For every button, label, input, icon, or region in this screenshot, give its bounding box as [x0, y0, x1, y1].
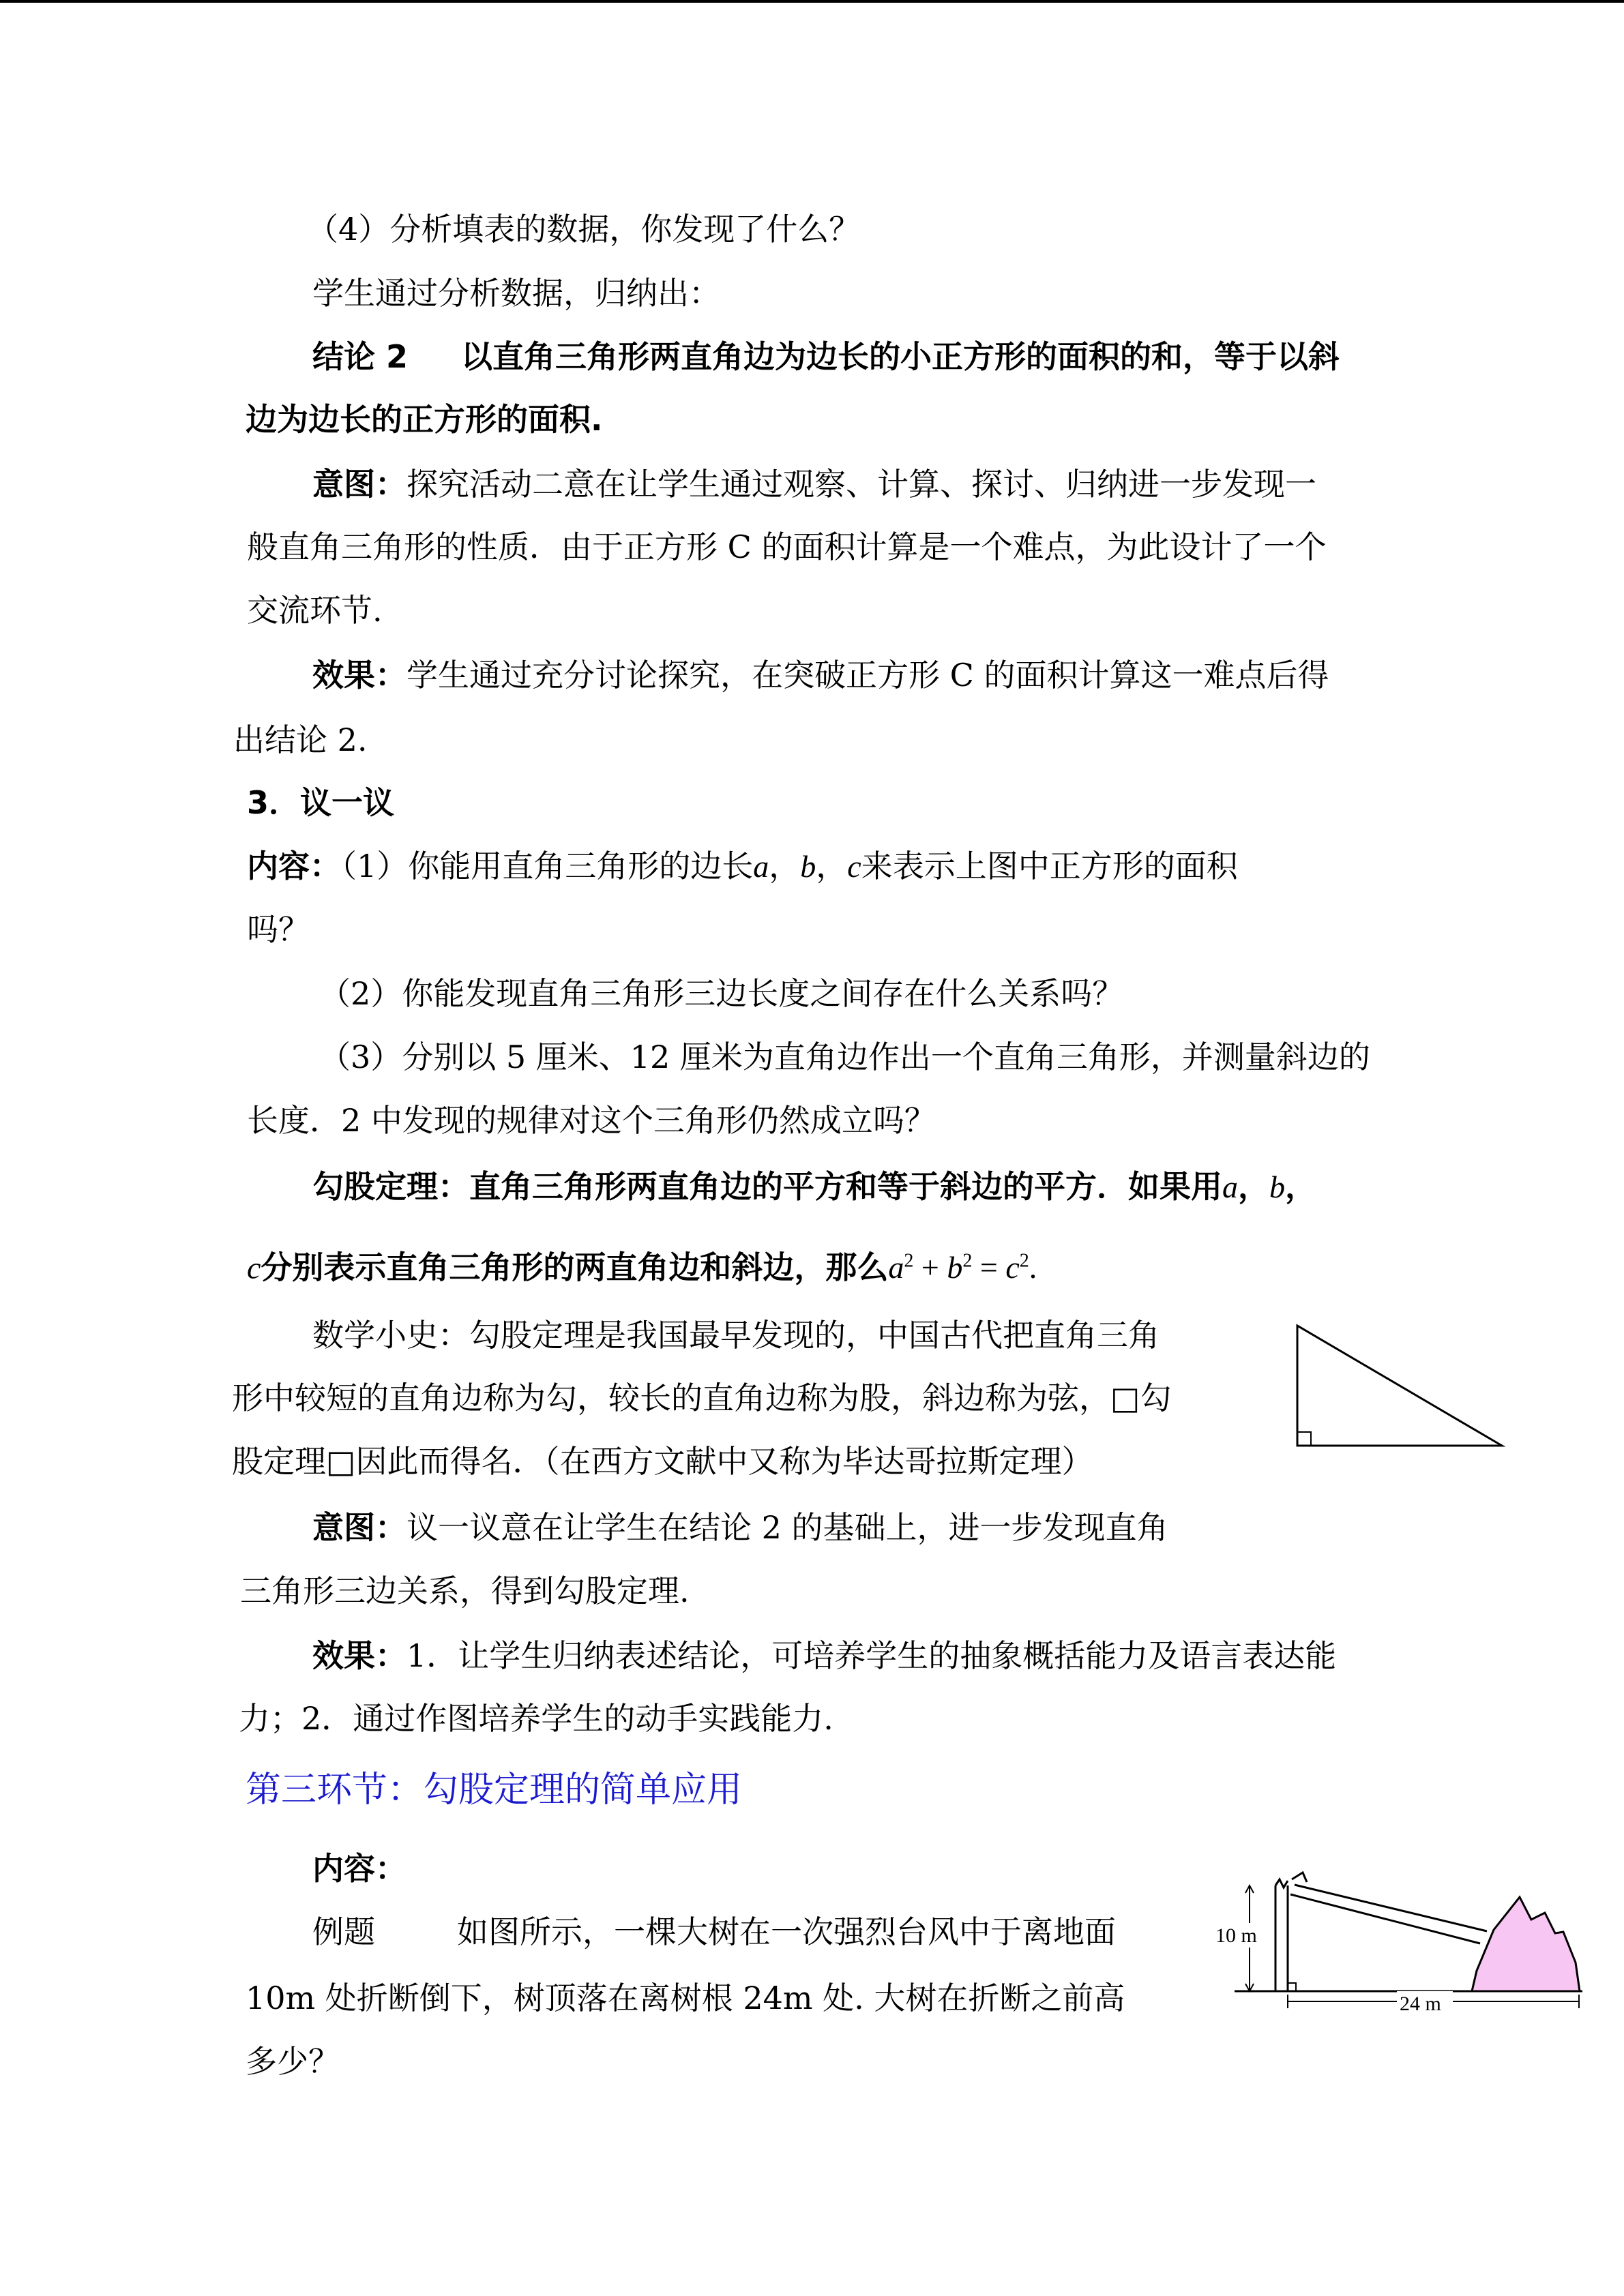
- intent-1-line-2: 般直角三角形的性质．由于正方形 C 的面积计算是一个难点，为此设计了一个: [247, 528, 1327, 565]
- example-text: 如图所示，一棵大树在一次强烈台风中于离地面: [457, 1913, 1116, 1950]
- f-exp: 2: [962, 1251, 973, 1272]
- intent-1-label: 意图：: [312, 466, 407, 503]
- sep: ，: [1238, 1168, 1269, 1205]
- fallen-top-edge: [1295, 1885, 1487, 1931]
- var-c: c: [847, 849, 861, 884]
- content-question-1: [247, 846, 1238, 887]
- f-b: b: [947, 1250, 963, 1285]
- section-3-heading: 3．议一议: [247, 784, 395, 821]
- theorem-line-1: [312, 1166, 1316, 1208]
- intent-1: [312, 464, 1316, 505]
- f-plus: +: [913, 1250, 947, 1285]
- var-a: a: [1222, 1169, 1238, 1204]
- effect-1: [312, 655, 1329, 696]
- var-b: b: [1269, 1169, 1285, 1204]
- question-4: （4）分析填表的数据，你发现了什么？: [307, 211, 861, 248]
- conclusion-2-continued: 边为边长的正方形的面积.: [246, 401, 603, 438]
- var-b: b: [800, 849, 816, 884]
- students-summarize: 学生通过分析数据，归纳出：: [312, 275, 720, 312]
- question-3-line-2: 长度．2 中发现的规律对这个三角形仍然成立吗？: [247, 1102, 936, 1139]
- intent-2-text: 议一议意在让学生在结论 2 的基础上，进一步发现直角: [407, 1509, 1168, 1546]
- f-eq: =: [972, 1250, 1006, 1285]
- height-label: 10 m: [1215, 1924, 1257, 1947]
- fallen-bottom-edge: [1290, 1894, 1480, 1943]
- pythagorean-formula: [888, 1250, 1037, 1285]
- effect-1-line-2: 出结论 2.: [233, 721, 368, 758]
- history-line-3: 股定理□因此而得名．（在西方文献中又称为毕达哥拉斯定理）: [232, 1443, 1093, 1480]
- effect-1-label: 效果：: [312, 657, 407, 694]
- var-c: c: [247, 1250, 261, 1285]
- tree-crown: [1472, 1897, 1580, 1991]
- effect-1-text: 学生通过充分讨论探究，在突破正方形 C 的面积计算这一难点后得: [407, 657, 1329, 694]
- intent-1-line-3: 交流环节.: [247, 592, 383, 629]
- q1-text-b: 来表示上图中正方形的面积: [861, 848, 1238, 884]
- break-splinter: [1292, 1873, 1307, 1882]
- intent-2-label: 意图：: [312, 1509, 407, 1546]
- q1-text-a: （1）你能用直角三角形的边长: [341, 848, 754, 884]
- distance-label: 24 m: [1400, 1993, 1441, 2015]
- right-angle-mark: [1297, 1432, 1311, 1446]
- right-triangle-figure: [1289, 1316, 1514, 1452]
- page-top-border: [0, 0, 1624, 3]
- theorem-line-2: [247, 1241, 1037, 1288]
- history-line-2: 形中较短的直角边称为勾，较长的直角边称为股，斜边称为弦，□勾: [232, 1380, 1172, 1416]
- intent-2: [312, 1507, 1168, 1548]
- content-2-label: 内容：: [312, 1850, 407, 1887]
- right-angle-mark: [1288, 1983, 1296, 1991]
- question-3: （3）分别以 5 厘米、12 厘米为直角边作出一个直角三角形，并测量斜边的: [319, 1039, 1370, 1075]
- intent-1-text: 探究活动二意在让学生通过观察、计算、探讨、归纳进一步发现一: [407, 466, 1316, 503]
- intent-2-line-2: 三角形三边关系，得到勾股定理.: [240, 1572, 690, 1609]
- f-exp: 2: [904, 1251, 914, 1272]
- var-a: a: [753, 849, 769, 884]
- f-a: a: [888, 1250, 904, 1285]
- question-2: （2）你能发现直角三角形三边长度之间存在什么关系吗？: [319, 975, 1124, 1012]
- f-c: c: [1005, 1250, 1020, 1285]
- question-1-line-2: 吗？: [247, 911, 310, 948]
- effect-2-label: 效果：: [312, 1637, 407, 1674]
- sep: ，: [816, 848, 848, 884]
- content-label: 内容：: [247, 848, 341, 884]
- example-line-3: 多少？: [246, 2043, 340, 2080]
- section-heading-3: 第三环节：勾股定理的简单应用: [246, 1770, 743, 1810]
- effect-2-line-2: 力；2．通过作图培养学生的动手实践能力.: [239, 1700, 833, 1737]
- conclusion-2-text: 以直角三角形两直角边为边长的小正方形的面积的和，等于以斜: [461, 338, 1340, 375]
- effect-2-text: 1．让学生归纳表述结论，可培养学生的抽象概括能力及语言表达能: [407, 1637, 1337, 1674]
- history-line-1: 数学小史：勾股定理是我国最早发现的，中国古代把直角三角: [312, 1317, 1160, 1354]
- effect-2: [312, 1635, 1336, 1676]
- example-line-2: 10m 处折断倒下，树顶落在离树根 24m 处. 大树在折断之前高: [246, 1980, 1125, 2016]
- example-label: 例题: [312, 1913, 375, 1950]
- f-exp: 2: [1019, 1251, 1029, 1272]
- theorem-text-2: 分别表示直角三角形的两直角边和斜边，那么: [261, 1249, 889, 1286]
- sep: ，: [1285, 1168, 1316, 1205]
- theorem-text: 勾股定理：直角三角形两直角边的平方和等于斜边的平方．如果用: [312, 1168, 1222, 1205]
- conclusion-2-label: 结论 2: [312, 338, 409, 375]
- triangle: [1297, 1326, 1502, 1446]
- sep: ，: [769, 848, 801, 884]
- broken-tree-figure: [1207, 1855, 1589, 2032]
- f-end: .: [1029, 1250, 1037, 1285]
- break-point: [1275, 1879, 1288, 1888]
